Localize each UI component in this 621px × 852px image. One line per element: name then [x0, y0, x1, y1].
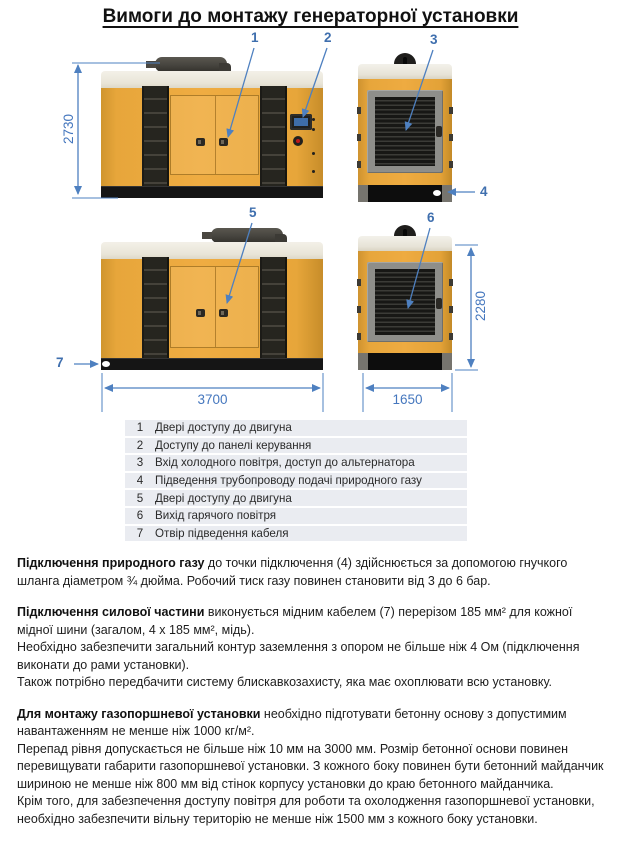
legend-row-text: Двері доступу до двигуна — [155, 421, 292, 435]
paragraph-body: до точки підключення (4) здійснюється за допомогою гнучкого шланга діаметром ¾ дюйма. Робочий тиск газу повинен становити від 3 до 6 бар. — [17, 556, 568, 588]
enclosure-body — [101, 259, 323, 359]
cable-entry-hole — [102, 361, 110, 367]
vent-column-right — [260, 86, 287, 188]
hot-air-outlet-frame — [367, 262, 443, 342]
vent-column-left — [142, 257, 169, 360]
callout-5: 5 — [249, 205, 257, 220]
paragraph-lead: Підключення силової частини — [17, 605, 205, 619]
paragraph-line: Крім того, для забезпечення доступу повітря для роботи та охолодження газопоршневої установки, необхідно забезпечити вільну територію не менше ніж 1500 мм з кожного боку установки. — [17, 794, 595, 826]
legend-row-text: Вхід холодного повітря, доступ до альтернатора — [155, 456, 415, 470]
legend-row-number: 4 — [136, 474, 144, 488]
dimension-height-front: 2280 — [473, 290, 488, 322]
enclosure-body — [358, 251, 452, 353]
legend-row-number: 6 — [136, 509, 144, 523]
hinge-strip-left — [357, 87, 361, 177]
callout-2: 2 — [324, 30, 332, 45]
panel-fastener — [312, 152, 315, 155]
door-split-line — [215, 267, 216, 347]
gas-supply-point — [433, 190, 441, 196]
legend-row — [125, 526, 467, 542]
base-foot — [442, 353, 452, 370]
callout-3: 3 — [430, 32, 438, 47]
muffler-inlet-pipe — [202, 232, 212, 239]
dimension-length: 3700 — [197, 392, 228, 407]
panel-fastener — [312, 118, 315, 121]
genset-side-view-bottom — [101, 228, 323, 370]
vent-column-left — [142, 86, 169, 188]
legend-row — [125, 490, 467, 506]
muffler — [155, 57, 227, 72]
legend-table — [125, 420, 467, 543]
legend-row-number: 1 — [136, 421, 144, 435]
panel-fastener — [312, 128, 315, 131]
legend-row-number: 7 — [136, 526, 144, 540]
emergency-stop-button — [293, 136, 303, 146]
legend-row-text: Отвір підведення кабеля — [155, 526, 289, 540]
paragraph-mounting — [17, 706, 605, 829]
paragraph-body: необхідно підготувати бетонну основу з допустимим навантаженням не менше ніж 1000 кг/м². — [17, 706, 567, 738]
roof-cap — [101, 71, 323, 88]
legend-row-text: Вихід гарячого повітря — [155, 509, 277, 523]
callout-1: 1 — [251, 30, 259, 45]
door-handle — [436, 298, 442, 309]
legend-row-text: Підведення трубопроводу подачі природного газу — [155, 474, 422, 488]
engine-access-doors — [170, 95, 259, 175]
air-inlet-door-frame — [367, 90, 443, 173]
paragraph-line: Перепад рівня допускається не більше ніж 10 мм на 3000 мм. Розмір бетонної основи повинен перевищувати габарити газопоршневої установки. З кожного боку повинен бути бетонний майданчик шириною не менше ніж 800 мм від стінок корпусу установки до краю бетонного майданчика. — [17, 741, 604, 791]
door-handle — [219, 309, 228, 317]
dimension-height-side: 2730 — [61, 113, 76, 145]
hinge-strip-right — [449, 259, 453, 345]
paragraph-line — [17, 604, 605, 639]
paragraph-body: виконується мідним кабелем (7) перерізом 185 мм² для кожної мідної шини (загалом, 4 х 185 мм², мідь). — [17, 605, 573, 637]
legend-row — [125, 420, 467, 436]
enclosure-body — [101, 88, 323, 187]
roof-cap — [358, 236, 452, 251]
page-title: Вимоги до монтажу генераторної установки — [102, 6, 519, 27]
legend-row-number: 2 — [136, 438, 144, 452]
paragraph-lead: Для монтажу газопоршневої установки — [17, 706, 261, 721]
base-skid — [358, 353, 452, 370]
base-skid — [101, 358, 323, 370]
control-panel-screen — [290, 114, 312, 130]
paragraph-lead: Підключення природного газу — [17, 556, 205, 570]
door-handle — [196, 138, 205, 146]
enclosure-body — [358, 79, 452, 185]
legend-row-number: 5 — [136, 491, 144, 505]
genset-front-view-bottom — [358, 225, 452, 370]
paragraph-line: Необхідно забезпечити загальний контур заземлення з опором не більше ніж 4 Ом (підключення виконати до рами установки). — [17, 640, 580, 672]
roof-cap — [358, 64, 452, 79]
paragraph-line: Також потрібно передбачити систему блискавкозахисту, яка має охоплювати всю установку. — [17, 675, 552, 689]
muffler — [211, 228, 283, 243]
genset-side-view-top — [101, 57, 323, 198]
roof-cap — [101, 242, 323, 259]
hot-air-outlet-louver — [375, 269, 435, 335]
paragraph-power-connection — [17, 604, 605, 692]
legend-row-text: Доступу до панелі керування — [155, 438, 312, 452]
legend-row — [125, 473, 467, 489]
panel-fastener — [312, 170, 315, 173]
engine-access-doors — [170, 266, 259, 348]
muffler-inlet-pipe — [146, 61, 156, 68]
paragraph-gas-connection — [17, 555, 605, 590]
requirements-text — [17, 555, 605, 842]
door-handle — [219, 138, 228, 146]
dimension-width: 1650 — [392, 392, 423, 407]
hinge-strip-right — [449, 87, 453, 177]
genset-front-view-top — [358, 53, 452, 202]
door-handle — [196, 309, 205, 317]
callout-4: 4 — [480, 184, 488, 199]
callout-7: 7 — [56, 355, 64, 370]
door-split-line — [215, 96, 216, 174]
base-foot — [442, 185, 452, 202]
legend-row — [125, 438, 467, 454]
base-foot — [358, 353, 368, 370]
door-handle — [436, 126, 442, 137]
base-foot — [358, 185, 368, 202]
legend-row-text: Двері доступу до двигуна — [155, 491, 292, 505]
legend-row — [125, 508, 467, 524]
vent-column-right — [260, 257, 287, 360]
hinge-strip-left — [357, 259, 361, 345]
paragraph-line — [17, 706, 605, 741]
air-inlet-louver — [375, 97, 435, 166]
callout-6: 6 — [427, 210, 435, 225]
legend-row — [125, 455, 467, 471]
base-skid — [101, 186, 323, 198]
legend-row-number: 3 — [136, 456, 144, 470]
